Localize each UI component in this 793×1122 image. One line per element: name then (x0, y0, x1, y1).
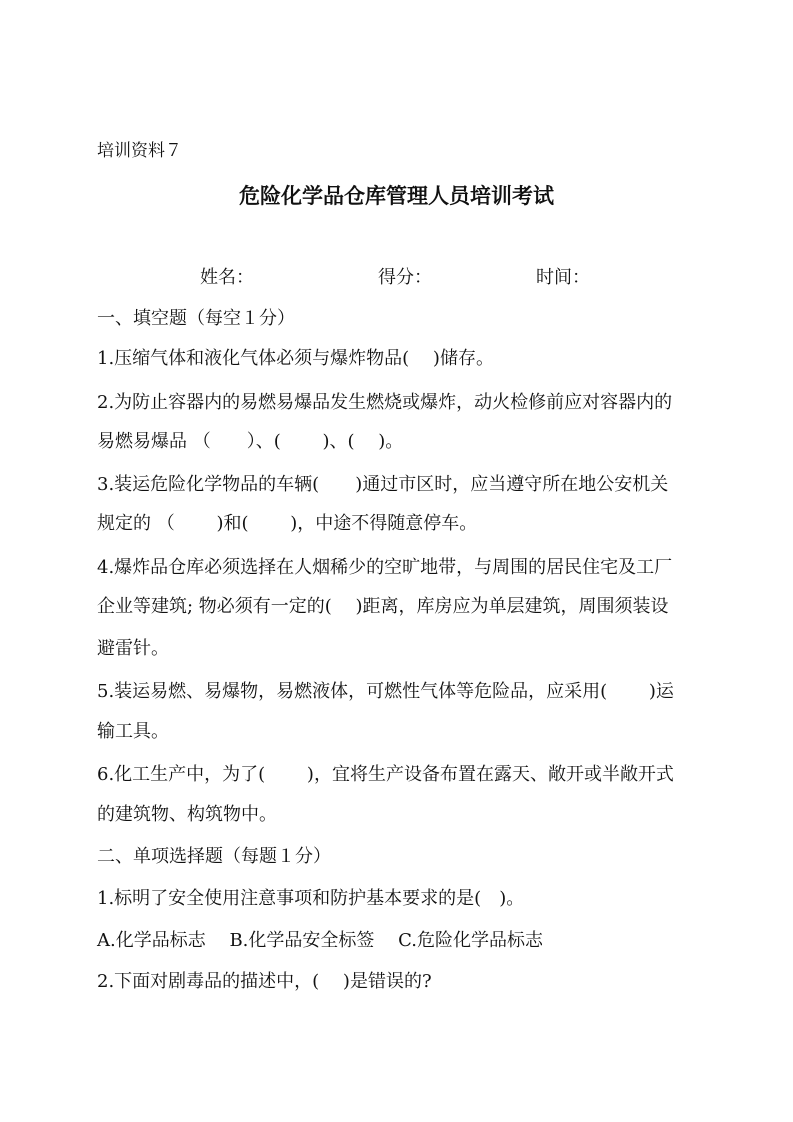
question-line: 3.装运危险化学物品的车辆( )通过市区时，应当遵守所在地公安机关 (97, 474, 669, 495)
question-line: 输工具。 (97, 721, 169, 742)
question-line: 避雷针。 (97, 638, 169, 659)
question-line: 5.装运易燃、易爆物，易燃液体，可燃性气体等危险品，应采用( )运 (97, 681, 674, 702)
question-line: 1.标明了安全使用注意事项和防护基本要求的是( )。 (97, 888, 525, 909)
doc-label: 培训资料７ (97, 141, 182, 161)
score-field-label: 得分： (378, 267, 432, 288)
question-line: 2.为防止容器内的易燃易爆品发生燃烧或爆炸，动火检修前应对容器内的 (97, 392, 673, 413)
question-line: 易燃易爆品 （ ）、( )、( )。 (97, 431, 404, 452)
page-title: 危险化学品仓库管理人员培训考试 (239, 183, 554, 208)
question-line: 2.下面对剧毒品的描述中，( )是错误的? (97, 971, 432, 992)
section-heading: 一、填空题（每空１分） (97, 308, 295, 329)
option-line: A.化学品标志 B.化学品安全标签 C.危险化学品标志 (97, 930, 543, 951)
name-field-label: 姓名： (200, 267, 254, 288)
section-heading: 二、单项选择题（每题１分） (97, 846, 331, 867)
question-line: 规定的 （ )和( )，中途不得随意停车。 (97, 513, 478, 534)
question-line: 4.爆炸品仓库必须选择在人烟稀少的空旷地带，与周围的居民住宅及工厂 (97, 557, 673, 578)
question-line: 1.压缩气体和液化气体必须与爆炸物品( )储存。 (97, 348, 494, 369)
question-line: 6.化工生产中，为了( )，宜将生产设备布置在露天、敞开或半敞开式 (97, 764, 674, 785)
time-field-label: 时间： (536, 267, 590, 288)
question-line: 的建筑物、构筑物中。 (97, 804, 277, 825)
question-line: 企业等建筑; 物必须有一定的( )距离，库房应为单层建筑，周围须装设 (97, 596, 669, 617)
